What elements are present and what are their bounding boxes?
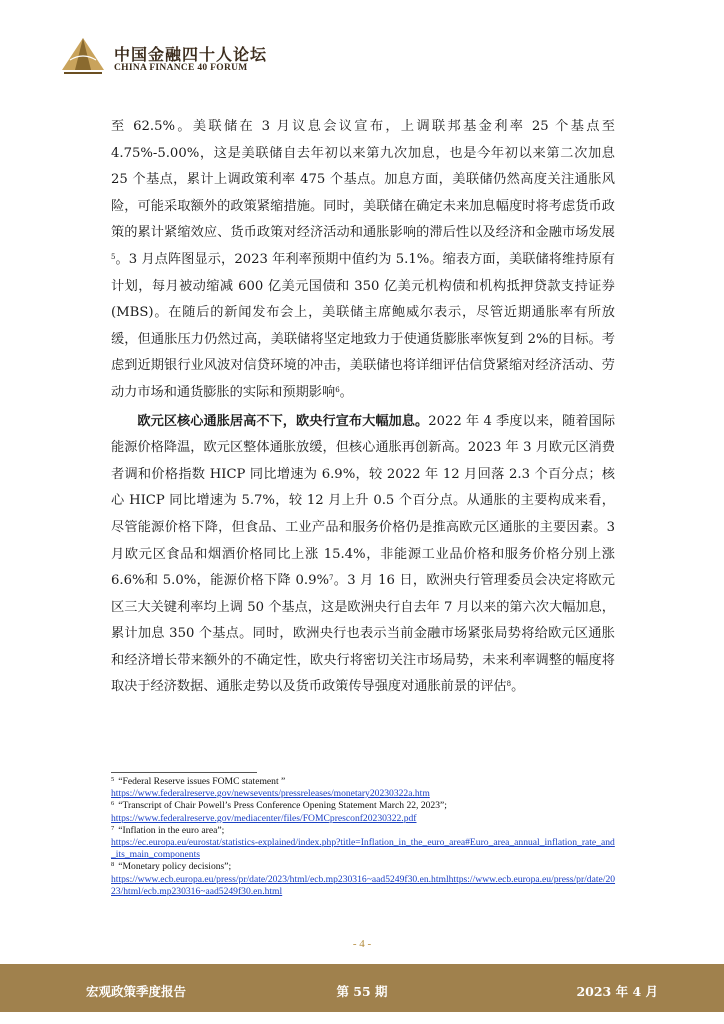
footnote-title: “Transcript of Chair Powell’s Press Conference Opening Statement March 22, 2023”; (118, 800, 447, 812)
paragraph-fed: 至 62.5%。美联储在 3 月议息会议宣布，上调联邦基金利率 25 个基点至 4.75%-5.00%，这是美联储自去年初以来第九次加息，也是今年初以来第二次加息 25 个基点，累计上调政策利率 475 个基点。加息方面，美联储仍然高度关注通胀风险，可能采取额外的政策紧缩措施。同时，美联储在确定未来加息幅度时将考虑货币政策的累计紧缩效应、货币政策对经济活动和通胀影响的滞后性以及经济和金融市场发展$^5$。3 月点阵图显示，2023 年利率预期中值约为 5.1%。缩表方面，美联储将维持原有计划，每月被动缩减 600 亿美元国债和 350 亿美元机构债和机构抵押贷款支持证券(MBS)。在随后的新闻发布会上，美联储主席鲍威尔表示，尽管近期通胀率有所放缓，但通胀压力仍然过高，美联储将坚定地致力于使通货膨胀率恢复到 2%的目标。考虑到近期银行业风波对信贷环境的冲击，美联储也将详细评估信贷紧缩对经济活动、劳动力市场和通货膨胀的实际和预期影响$^6$。 (111, 119, 615, 400)
footnote-ref-5[interactable]: 5 (111, 252, 116, 261)
footnote-title: “Federal Reserve issues FOMC statement ” (118, 776, 286, 787)
footer-date: 2023 年 4 月 (576, 984, 658, 999)
footnote-6: $^6$ “Transcript of Chair Powell’s Press Conference Opening Statement March 22, 2023”; https://www.federalreserve.gov/mediacenter/files/FOMCpresconf20230322.pdf (111, 800, 447, 824)
footnote-link[interactable]: https://www.federalreserve.gov/newsevents/pressreleases/monetary20230322a.htm (111, 788, 430, 800)
footer-report-title: 宏观政策季度报告 (86, 984, 187, 999)
forum-logo-icon (60, 36, 106, 76)
brand-name-en: CHINA FINANCE 40 FORUM (114, 63, 248, 73)
footnote-8: $^8$ “Monetary policy decisions”; https://www.ecb.europa.eu/press/pr/date/2023/html/ecb.mp230316~aad5249f30.en.htmlhttps://www.ecb.europa.eu/press/pr/date/2023/html/ecb.mp230316~aad5249f30.en.html (111, 861, 616, 897)
brand-name-cn: 中国金融四十人论坛 (114, 45, 268, 64)
footnote-title: “Inflation in the euro area”; (118, 824, 225, 836)
footnote-divider (111, 772, 257, 773)
page-header (60, 36, 320, 80)
footnote-link[interactable]: https://ec.europa.eu/eurostat/statistics-explained/index.php?title=Inflation_in_the_euro_area#Euro_area_annual_inflation_rate_and_its_main_components (111, 837, 615, 861)
paragraph-lead: 欧元区核心通胀居高不下，欧央行宣布大幅加息。 (137, 413, 429, 429)
footnote-ref-7[interactable]: 7 (329, 574, 334, 583)
paragraph-euro: 欧元区核心通胀居高不下，欧央行宣布大幅加息。2022 年 4 季度以来，随着国际能源价格降温，欧元区整体通胀放缓，但核心通胀再创新高。2023 年 3 月欧元区消费者调和价格指数 HICP 同比增速为 6.9%，较 2022 年 12 月回落 2.3 个百分点；核心 HICP 同比增速为 5.7%，较 12 月上升 0.5 个百分点。从通胀的主要构成来看，尽管能源价格下降，但食品、工业产品和服务价格仍是推高欧元区通胀的主要因素。3 月欧元区食品和烟酒价格同比上涨 15.4%，非能源工业品价格和服务价格分别上涨 6.6%和 5.0%，能源价格下降 0.9%$^7$。3 月 16 日，欧洲央行管理委员会决定将欧元区三大关键利率均上调 50 个基点，这是欧洲央行自去年 7 月以来的第六次大幅加息，累计加息 350 个基点。同时，欧洲央行也表示当前金融市场紧张局势将给欧元区通胀和经济增长带来额外的不确定性，欧央行将密切关注市场局势，未来利率调整的幅度将取决于经济数据、通胀走势以及货币政策传导强度对通胀前景的评估$^8$。 (111, 413, 616, 695)
footnote-5: $^5$ “Federal Reserve issues FOMC statement ” https://www.federalreserve.gov/newsevents/pressreleases/monetary20230322a.htm (111, 776, 430, 800)
page-number: - 4 - (352, 938, 372, 950)
footnotes (111, 776, 617, 898)
footnote-title: “Monetary policy decisions”; (118, 861, 232, 873)
footnote-ref-8[interactable]: 8 (506, 680, 512, 689)
footnote-7: $^7$ “Inflation in the euro area”; https://ec.europa.eu/eurostat/statistics-explained/index.php?title=Inflation_in_the_euro_area#Euro_area_annual_inflation_rate_and_its_main_components (111, 824, 615, 861)
footnote-link[interactable]: https://www.federalreserve.gov/mediacenter/files/FOMCpresconf20230322.pdf (111, 812, 417, 824)
page-footer (0, 964, 724, 1012)
footnote-ref-6[interactable]: 6 (335, 385, 340, 394)
body-text (111, 114, 615, 701)
footer-issue: 第 55 期 (336, 984, 388, 999)
footnote-link[interactable]: https://www.ecb.europa.eu/press/pr/date/2023/html/ecb.mp230316~aad5249f30.en.htmlhttps://www.ecb.europa.eu/press/pr/date/2023/html/ecb.mp230316~aad5249f30.en.html (111, 873, 616, 897)
